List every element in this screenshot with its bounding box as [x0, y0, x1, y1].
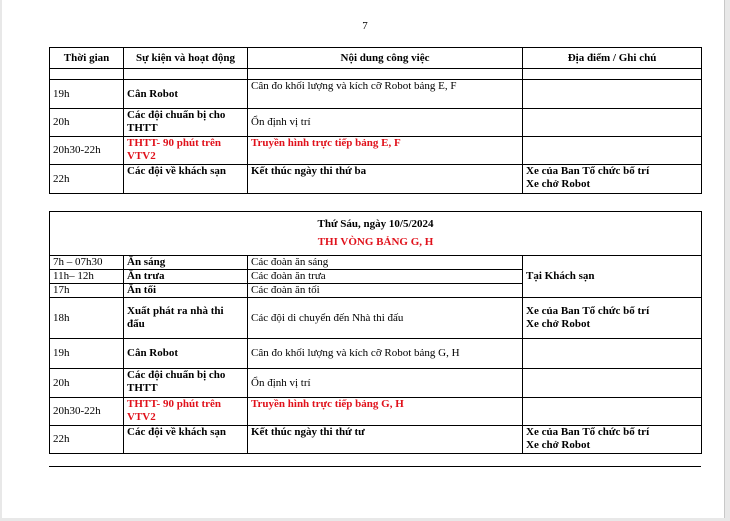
- table-row: [50, 80, 702, 109]
- content-cell: Ổn định vị trí: [248, 109, 523, 137]
- page-number: 7: [362, 20, 368, 32]
- event-cell: Các đội chuẩn bị cho THTT: [124, 109, 248, 137]
- event-cell: THTT- 90 phút trên VTV2: [124, 398, 248, 426]
- time-cell: 17h: [50, 284, 124, 298]
- table-row: [50, 298, 702, 339]
- schedule-table-1: [49, 47, 702, 194]
- note-line-1: Xe của Ban Tổ chức bố trí: [526, 165, 650, 177]
- content-cell: Các đoàn ăn sáng: [248, 256, 523, 270]
- empty-row: [50, 69, 702, 80]
- table-row: [50, 369, 702, 398]
- day-title: Thứ Sáu, ngày 10/5/2024: [317, 218, 434, 230]
- note-cell: [523, 165, 702, 194]
- content-cell: Kết thúc ngày thi thứ tư: [248, 426, 523, 454]
- event-cell: Ăn sáng: [124, 256, 248, 270]
- table-header-row: [50, 48, 702, 69]
- meal-row: [50, 256, 702, 270]
- time-cell: 19h: [50, 80, 124, 109]
- content-cell: Truyền hình trực tiếp bảng E, F: [248, 137, 523, 165]
- table-row: [50, 339, 702, 369]
- time-cell: 19h: [50, 339, 124, 369]
- header-content: Nội dung công việc: [248, 48, 523, 69]
- content-cell: Các đoàn ăn tối: [248, 284, 523, 298]
- time-cell: 7h – 07h30: [50, 256, 124, 270]
- header-event: Sự kiện và hoạt động: [124, 48, 248, 69]
- header-time: Thời gian: [50, 48, 124, 69]
- content-cell: Các đội di chuyển đến Nhà thi đấu: [248, 298, 523, 339]
- note-cell: [523, 137, 702, 165]
- note-line-1: Xe của Ban Tổ chức bố trí: [526, 426, 650, 438]
- header-location: Địa điểm / Ghi chú: [523, 48, 702, 69]
- table-row: [50, 109, 702, 137]
- note-cell: [523, 398, 702, 426]
- note-cell: [523, 109, 702, 137]
- note-line-1: Xe của Ban Tổ chức bố trí: [526, 305, 650, 317]
- note-cell: [523, 339, 702, 369]
- event-cell: Ăn tối: [124, 284, 248, 298]
- schedule-table-2: [49, 211, 702, 454]
- table-row: [50, 165, 702, 194]
- event-cell: Cân Robot: [124, 80, 248, 109]
- event-cell: Các đội về khách sạn: [124, 165, 248, 194]
- event-cell: THTT- 90 phút trên VTV2: [124, 137, 248, 165]
- content-cell: Các đoàn ăn trưa: [248, 270, 523, 284]
- event-cell: Các đội chuẩn bị cho THTT: [124, 369, 248, 398]
- time-cell: 22h: [50, 165, 124, 194]
- table-row: [50, 137, 702, 165]
- time-cell: 20h: [50, 369, 124, 398]
- event-cell: Các đội về khách sạn: [124, 426, 248, 454]
- content-cell: Kết thúc ngày thi thứ ba: [248, 165, 523, 194]
- note-cell: [523, 298, 702, 339]
- round-title: THI VÒNG BẢNG G, H: [317, 236, 434, 248]
- time-cell: 20h30-22h: [50, 137, 124, 165]
- time-cell: 22h: [50, 426, 124, 454]
- note-line-2: Xe chở Robot: [526, 439, 591, 451]
- content-cell: Cân đo khối lượng và kích cỡ Robot bảng E, F: [248, 80, 523, 109]
- event-cell: Ăn trưa: [124, 270, 248, 284]
- content-cell: Ổn định vị trí: [248, 369, 523, 398]
- time-cell: 20h30-22h: [50, 398, 124, 426]
- note-line-2: Xe chở Robot: [526, 318, 591, 330]
- note-cell: [523, 80, 702, 109]
- day-header: [50, 212, 702, 256]
- day-header-row: [50, 212, 702, 256]
- meal-location-cell: Tại Khách sạn: [523, 256, 702, 298]
- bottom-rule: [49, 466, 701, 467]
- table-row: [50, 398, 702, 426]
- event-cell: Cân Robot: [124, 339, 248, 369]
- time-cell: 11h– 12h: [50, 270, 124, 284]
- content-cell: Cân đo khối lượng và kích cỡ Robot bảng G, H: [248, 339, 523, 369]
- time-cell: 18h: [50, 298, 124, 339]
- note-cell: [523, 426, 702, 454]
- note-cell: [523, 369, 702, 398]
- time-cell: 20h: [50, 109, 124, 137]
- content-cell: Truyền hình trực tiếp bảng G, H: [248, 398, 523, 426]
- event-cell: Xuất phát ra nhà thi đấu: [124, 298, 248, 339]
- note-line-2: Xe chở Robot: [526, 178, 591, 190]
- table-row: [50, 426, 702, 454]
